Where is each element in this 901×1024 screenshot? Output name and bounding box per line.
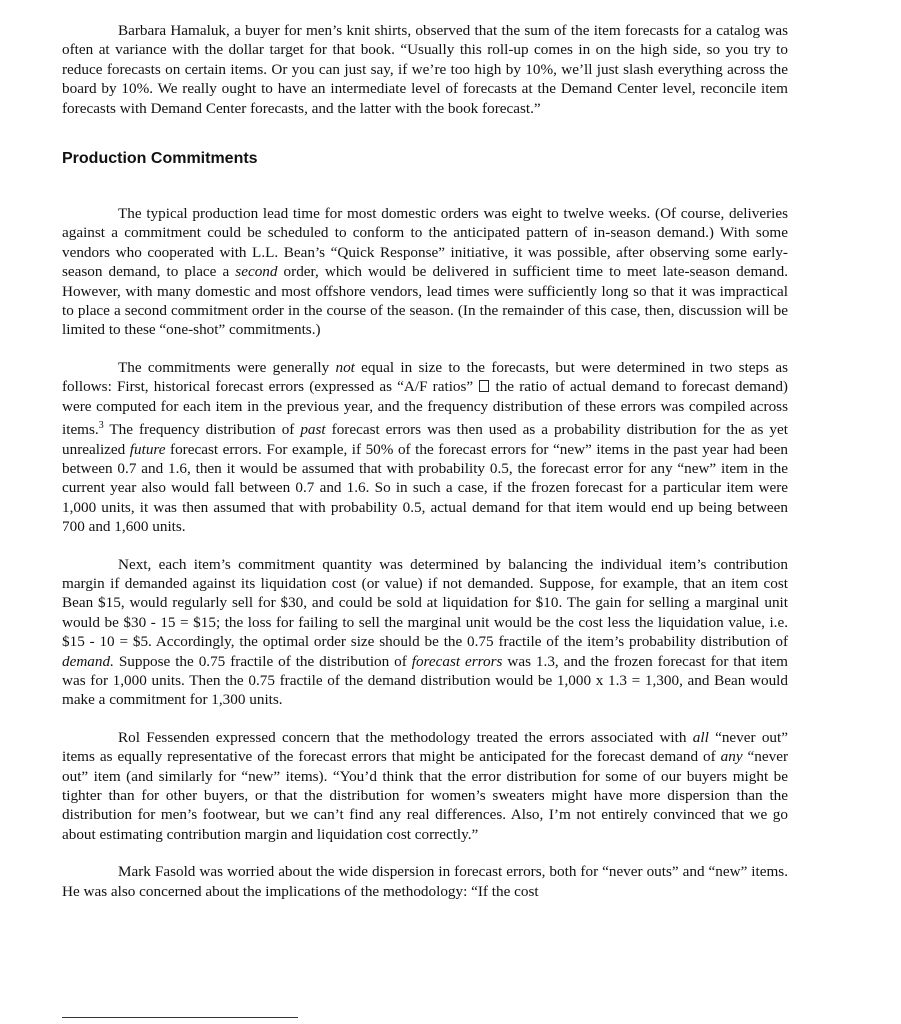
missing-glyph-box-icon bbox=[479, 380, 489, 392]
section-heading-production-commitments: Production Commitments bbox=[62, 150, 258, 168]
emphasis-text: all bbox=[692, 728, 709, 746]
emphasis-text: forecast errors bbox=[411, 652, 503, 670]
emphasis-text: past bbox=[300, 421, 326, 439]
paragraph-commitment-quantity bbox=[62, 555, 788, 710]
emphasis-text: any bbox=[720, 748, 743, 766]
paragraph-fessenden bbox=[62, 728, 788, 844]
emphasis-text: future bbox=[129, 440, 166, 458]
text-run: Next, each item’s commitment quantity was determined by balancing the individual item’s contribution margin if demanded against its liquidation cost (or value) if not demanded. Suppose, for example, that an item cost Bean $15, would regularly sell for $30, and could be sold at liquidation for $10. The gain for selling a marginal unit would be $30 - 15 = $15; the loss for failing to sell the marginal unit would be the cost less the liquidation value, i.e. $15 - 10 = $5. Accordingly, the optimal order size should be the 0.75 fractile of the item’s probability distribution of bbox=[62, 555, 788, 651]
footnote-marker: 3 bbox=[98, 420, 104, 432]
emphasis-text: demand. bbox=[62, 652, 114, 670]
text-run: order, which would be delivered in sufficient time to meet late-season demand. However, with many domestic and most offshore vendors, lead times were sufficiently long so that it was impractical to place a second commitment order in the course of the season. (In the remainder of this case, then, discussion will be limited to these “one-shot” commitments.) bbox=[62, 263, 788, 339]
paragraph-lead-time bbox=[62, 204, 788, 340]
text-run: the ratio of actual demand to forecast demand) were computed for each item in the previous year, and the frequency distribution of these errors was compiled across items. bbox=[62, 378, 788, 439]
text-run: The frequency distribution of bbox=[103, 421, 301, 439]
text-run: Mark Fasold was worried about the wide dispersion in forecast errors, both for “never outs” and “new” items. He was also concerned about the implications of the methodology: “If the cost bbox=[62, 863, 788, 900]
paragraph-fasold bbox=[62, 862, 788, 901]
document-body bbox=[62, 21, 788, 901]
text-run: “never out” item (and similarly for “new” items). “You’d think that the error distribution for some of our buyers might be tighter than for other buyers, or that the distribution for women’s sweaters might have more dispersion than the distribution for men’s footwear, but we can’t find any real differences. Also, I’m not entirely convinced that we go about estimating contribution margin and liquidation cost correctly.” bbox=[62, 748, 789, 843]
footnote-divider bbox=[62, 1017, 298, 1018]
text-run: Suppose the 0.75 fractile of the distribution of bbox=[113, 652, 412, 670]
text-run: “never out” items as equally representative of the forecast errors that might be anticipated for the forecast demand of bbox=[62, 728, 788, 766]
text-run: The typical production lead time for most domestic orders was eight to twelve weeks. (Of course, deliveries against a commitment could be scheduled to conform to the anticipated pattern of in-season demand.) With some vendors who cooperated with L.L. Bean’s “Quick Response” initiative, it was possible, after observing some early-season demand, to place a bbox=[62, 205, 788, 281]
text-run: equal in size to the forecasts, but were determined in two steps as follows: First, historical forecast errors (expressed as “A/F ratios” bbox=[62, 358, 788, 396]
paragraph-commitments bbox=[62, 358, 788, 537]
paragraph-hamaluk bbox=[62, 21, 788, 118]
text-run: forecast errors. For example, if 50% of the forecast errors for “new” items in the past year had been between 0.7 and 1.6, then it would be assumed that with probability 0.5, the forecast error for any “new” item in the current year also would fall between 0.7 and 1.6. So in such a case, if the frozen forecast for a particular item were 1,000 units, it was then assumed that with probability 0.5, actual demand for that item would end up being between 700 and 1,600 units. bbox=[62, 440, 788, 536]
paragraph-text: Barbara Hamaluk, a buyer for men’s knit shirts, observed that the sum of the item forecasts for a catalog was often at variance with the dollar target for that book. “Usually this roll-up comes in on the high side, so you try to reduce forecasts on certain items. Or you can just say, if we’re too high by 10%, we’ll just slash everything across the board by 10%. We really ought to have an intermediate level of forecasts at the Demand Center level, reconcile item forecasts with Demand Center forecasts, and the latter with the book forecast.” bbox=[62, 22, 788, 117]
emphasis-text: not bbox=[335, 358, 355, 376]
text-run: forecast errors was then used as a probability distribution for the as yet unrealized bbox=[62, 421, 788, 458]
text-run: Rol Fessenden expressed concern that the methodology treated the errors associated with bbox=[118, 728, 693, 746]
emphasis-text: second bbox=[235, 263, 278, 281]
text-run: The commitments were generally bbox=[118, 358, 336, 376]
text-run: was 1.3, and the frozen forecast for that item was for 1,000 units. Then the 0.75 fractile of the demand distribution would be 1,000 x 1.3 = 1,300, and Bean would make a commitment for 1,300 units. bbox=[62, 652, 788, 709]
